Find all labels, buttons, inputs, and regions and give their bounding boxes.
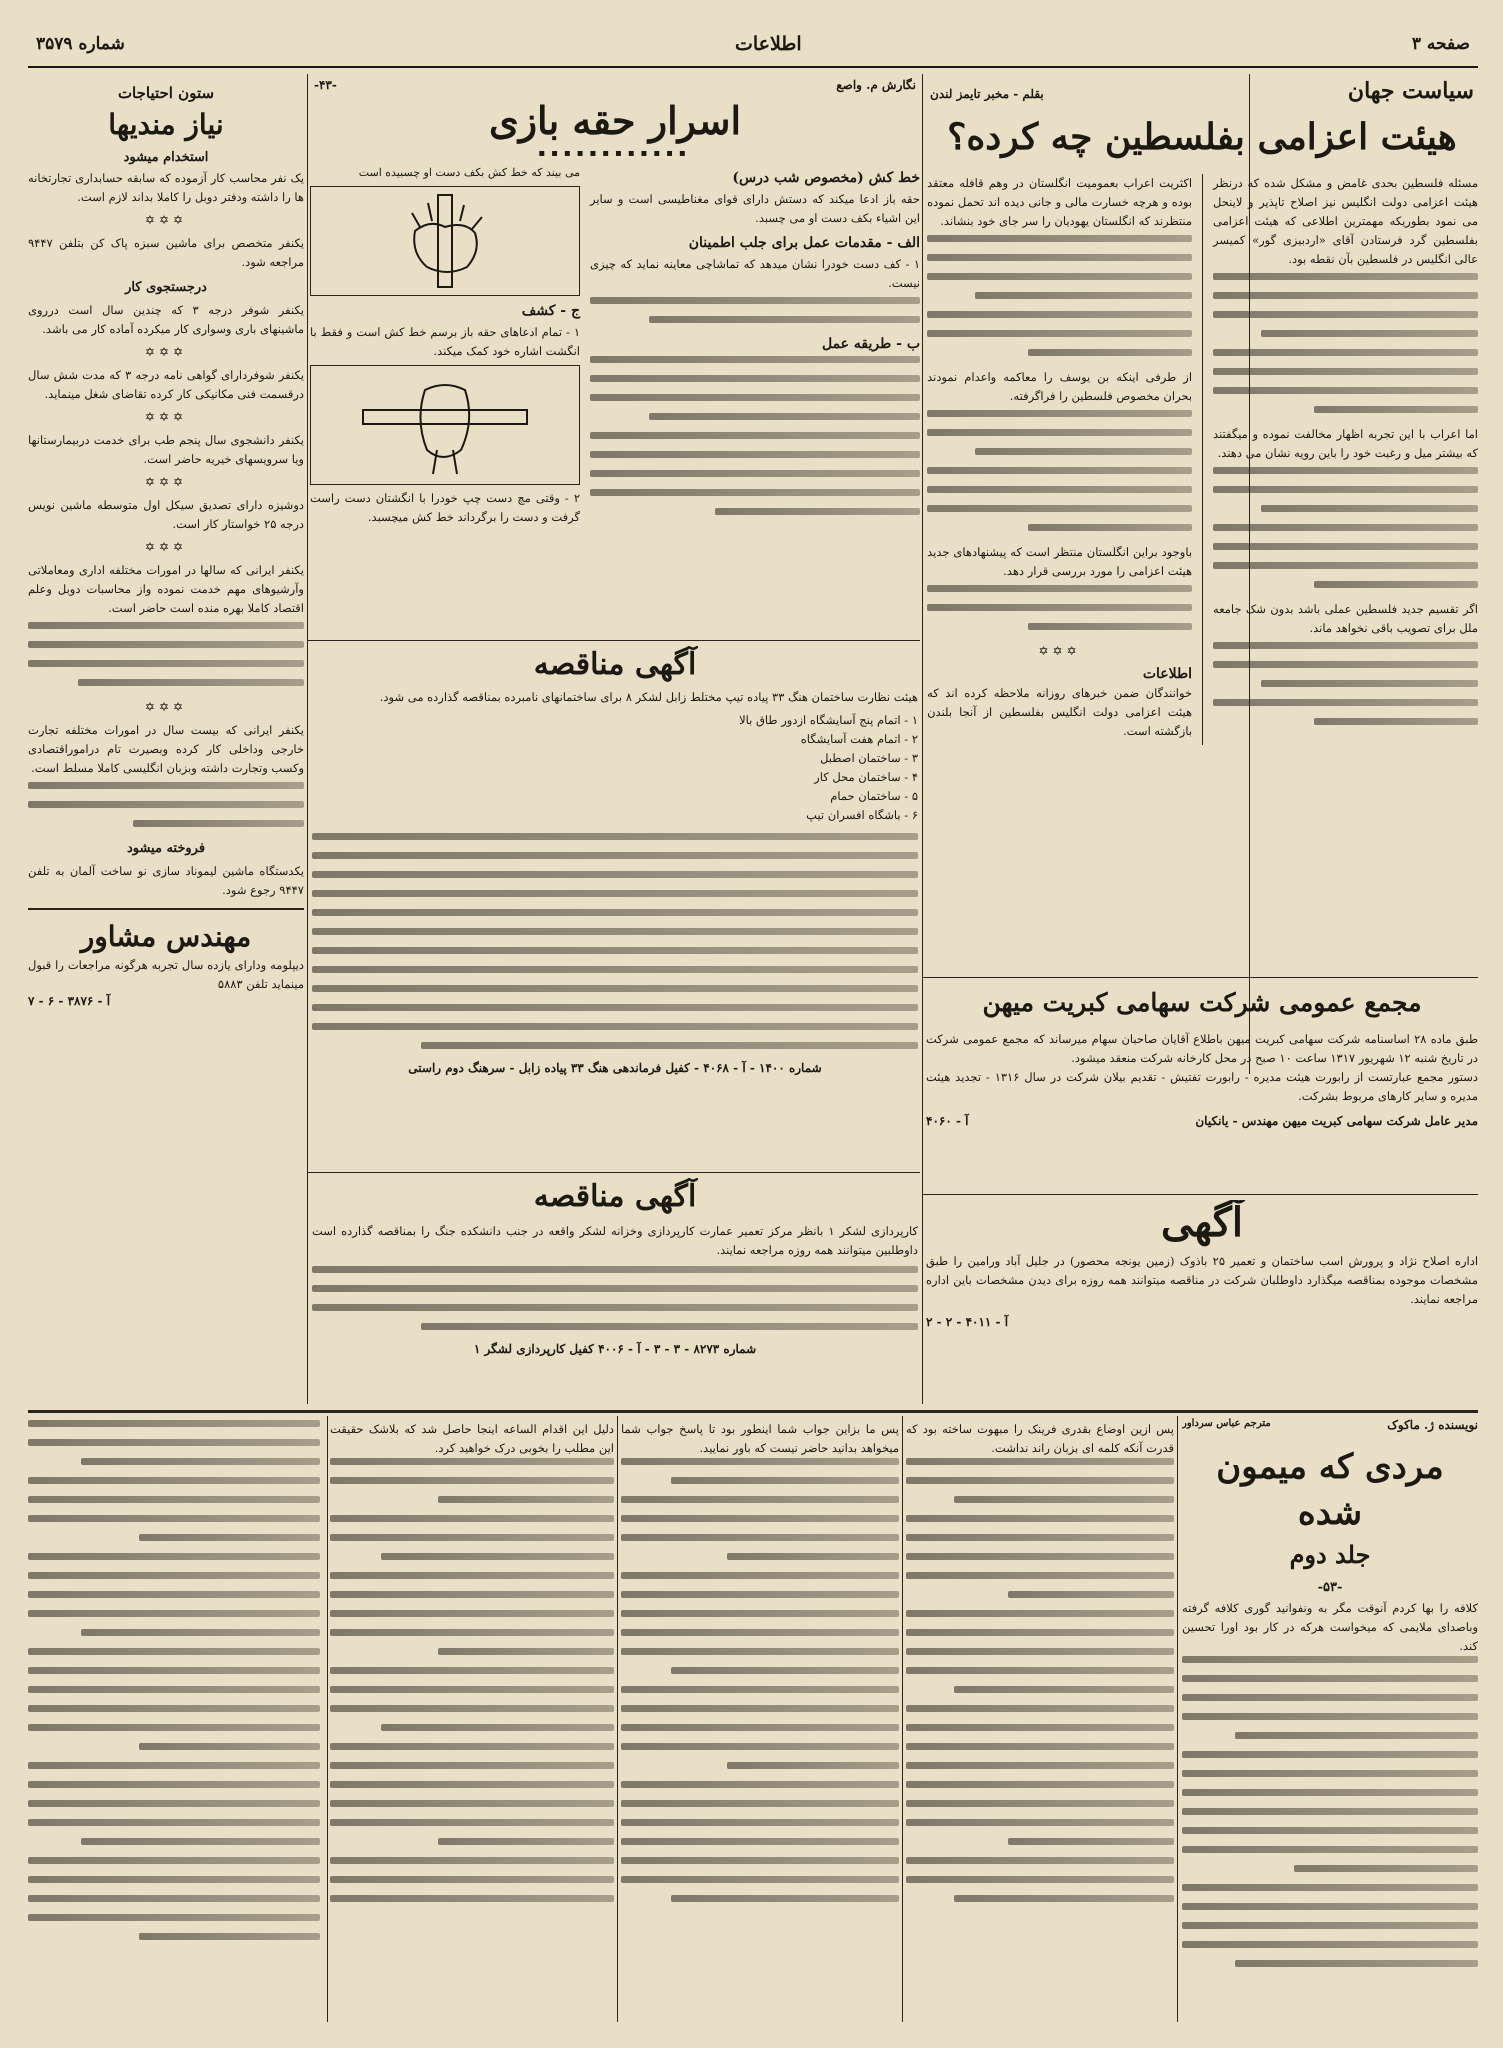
- ringgame-byline: نگارش م. واصع: [836, 78, 916, 92]
- newspaper-page: [28, 22, 1478, 2026]
- tender-notice-2: [312, 1178, 918, 1400]
- politics-headline: هیئت اعزامی بفلسطین چه کرده؟: [947, 116, 1457, 158]
- paragraph: اگر تقسیم جدید فلسطین عملی باشد بدون شک جامعه ملل برای تصویب باقی نخواهد ماند.: [1213, 602, 1478, 635]
- ads-block: [28, 169, 304, 900]
- serial-header: [1182, 1418, 1478, 2022]
- serial-translator: مترجم عباس سرداور: [1182, 1418, 1271, 1429]
- text-block: [1213, 642, 1478, 725]
- paragraph: حقه باز ادعا میکند که دستش دارای قوای مغناطیسی است و سایر این اشیاء بکف دست او می چسبد.: [590, 192, 920, 225]
- tender1-title: آگهی مناقصه: [533, 647, 697, 682]
- ringgame-col-left: [310, 163, 580, 531]
- text-block: [1213, 273, 1478, 413]
- classified-column: [28, 78, 304, 1403]
- text-block: [621, 1458, 899, 1902]
- paragraph: ۱ - تمام ادعاهای حقه باز برسم خط کش است و فقط با انگشت اشاره خود کمک میکند.: [310, 325, 580, 358]
- hand-ruler-figure-1: [310, 186, 580, 296]
- tender-item: ۲ - اتمام هفت آسایشگاه: [800, 732, 918, 746]
- tender-item: ۴ - ساختمان محل کار: [814, 770, 918, 784]
- tender-item: ۶ - باشگاه افسران تیپ: [806, 808, 918, 822]
- meeting-notice: [926, 984, 1478, 1189]
- figure-caption: می بیند که خط کش بکف دست او چسبیده است: [358, 166, 580, 179]
- text-block: [927, 235, 1192, 356]
- part-a-heading: الف - مقدمات عمل برای جلب اطمینان: [688, 235, 920, 251]
- text-block: [927, 410, 1192, 531]
- tender2-body: کارپردازی لشکر ۱ بانظر مرکز تعمیر عمارت کارپردازی وخزانه لشکر واقعه در جنب دانشکده جنگ را بمناقصه گذارده است داوطلبین میتوانند همه روزه مراجعه نمایند.: [312, 1224, 918, 1257]
- text-block: [330, 1458, 614, 1902]
- serial-title: مردی که میمون شده: [1216, 1447, 1444, 1533]
- engineer-title: مهندس مشاور: [80, 920, 252, 953]
- horse-notice: [926, 1200, 1478, 1400]
- ringgame-col-right: [590, 163, 920, 531]
- classified-ad: یکنفر دانشجوی سال پنجم طب برای خدمت دربیمارستانها ویا سرویسهای خیریه حاضر است.: [28, 433, 304, 466]
- serial-number: -۵۳-: [1317, 1580, 1343, 1595]
- classified-ad: یکنفر ایرانی که سالها در امورات مختلفه اداری ومعاملاتی وآرشیوهای مهم خدمت نموده واز محاسبات دوبل وعلم اقتصاد کاملا بهره منده است حاضر است.: [28, 563, 304, 615]
- divider-stars: ✡✡✡: [144, 540, 188, 554]
- classified-ad: دوشیزه دارای تصدیق سیکل اول متوسطه ماشین نویس درجه ۲۵ خواستار کار است.: [28, 498, 304, 531]
- serial-col-2: [906, 1420, 1174, 2020]
- ringgame-number: -۴۳-: [314, 78, 337, 92]
- text-block: [1182, 1656, 1478, 1967]
- masthead: [28, 22, 1478, 68]
- classified-ad: یکنفر شوفردارای گواهی نامه درجه ۳ که مدت شش سال درقسمت فنی مکانیکی کار کرده تقاضای شغل مینماید.: [28, 368, 304, 401]
- divider-stars: ✡✡✡: [144, 475, 188, 489]
- paragraph: از طرفی اینکه بن یوسف را معاکمه واعدام نمودند بحران مخصوص فلسطین را فراگرفته.: [927, 370, 1193, 403]
- paragraph: باوجود براین انگلستان منتظر است که پیشنهادهای جدید هیئت اعزامی را مورد بررسی قرار دهد.: [927, 545, 1193, 578]
- divider-stars: ✡✡✡: [1038, 644, 1081, 658]
- title-ornament: ▪▪▪▪▪▪▪▪▪▪▪▪: [538, 148, 692, 159]
- editor-note: [927, 665, 1192, 741]
- paragraph: اما اعراب با این تجربه اظهار مخالفت نموده و میگفتند که بیشتر میل و رغبت خود را باین رویه نشان می دهند.: [1213, 427, 1478, 460]
- classified-title: نیاز مندیها: [108, 108, 224, 141]
- tender-item: ۵ - ساختمان حمام: [830, 789, 918, 803]
- section-title: سیاست جهان: [1347, 78, 1474, 104]
- serial-col-4: [330, 1420, 614, 2020]
- serial-paragraph: دلیل این اقدام الساعه اینجا حاصل شد که بلاشک حقیقت این مطلب را بخوبی درک خواهید کرد.: [330, 1422, 614, 1455]
- seek-subhead: درجستجوی کار: [125, 280, 207, 295]
- text-block: [906, 1458, 1174, 1902]
- divider-stars: ✡✡✡: [144, 700, 188, 714]
- ringgame-headline: اسرار حقه بازی: [488, 98, 742, 143]
- classified-ad: یک نفر محاسب کار آزموده که سابقه حسابداری تجارتخانه ها را داشته ودفتر دوبل را کاملا بداند لازم است.: [28, 171, 304, 204]
- part-b-heading: ب - طریقه عمل: [821, 336, 920, 352]
- tender1-footer: شماره ۱۴۰۰ - آ - ۴۰۶۸ - کفیل فرماندهی هنگ ۳۳ پیاده زابل - سرهنگ دوم راستی: [408, 1061, 822, 1075]
- serial-volume: جلد دوم: [1289, 1540, 1371, 1569]
- divider-stars: ✡✡✡: [144, 410, 188, 424]
- text-block: [28, 1420, 320, 1940]
- text-block: [312, 833, 918, 1049]
- text-block: [927, 585, 1192, 630]
- issue-label: شماره ۳۵۷۹: [36, 34, 125, 54]
- text-block: [590, 356, 920, 515]
- serial-col-3: [621, 1420, 899, 2020]
- classified-head: ستون احتیاجات: [117, 84, 215, 102]
- divider-stars: ✡✡✡: [144, 213, 188, 227]
- text-block: [28, 622, 304, 686]
- classified-ad: یکدستگاه ماشین لیموناد سازی نو ساخت آلمان به تلفن ۹۴۴۷ رجوع شود.: [28, 864, 304, 897]
- paragraph: مسئله فلسطین بحدی غامض و مشکل شده که درنظر هیئت اعزامی دولت انگلیس نیز اصلاح تاپذیر و لاینحل می نمود بطوریکه مهمترین اطلاعی که هیئت اعزامی بفلسطین گرد فرستادن آقای «اردبیزی گور» کمیسر عالی انگلیس در فلسطین بآن نقطه بود.: [1213, 176, 1478, 266]
- text-block: [28, 782, 304, 827]
- note-label: اطلاعات: [1142, 666, 1193, 682]
- serial-paragraph: پس ما بزاین جواب شما اینطور بود تا پاسخ جواب شما میخواهد بدانید حاضر نیست که باور نمایید.: [621, 1422, 899, 1455]
- politics-col-right: [1213, 174, 1478, 745]
- text-block: [312, 1266, 918, 1330]
- classified-ad: یکنفر ایرانی که بیست سال در امورات مختلفه تجارت خارجی وداخلی کار کرده وبصیرت تام دراموراقتصادی وکسب وتجارت داشته وبزبان انگلیسی کاملا مسلط است.: [28, 723, 304, 775]
- tender-notice-1: [312, 646, 918, 1166]
- lesson-title: خط کش (مخصوص شب درس): [732, 170, 920, 186]
- classified-ad: یکنفر شوفر درجه ۳ که چندین سال است درروی ماشینهای باری وسواری کار میکرده آماده کار می باشد.: [28, 303, 304, 336]
- notice-ref: آ - ۴۰۱۱ - ۲ - ۲: [926, 1315, 1009, 1329]
- tender-item: ۱ - اتمام پنج آسایشگاه ازدور طاق بالا: [739, 713, 918, 727]
- hire-subhead: استخدام میشود: [123, 150, 209, 165]
- classified-ad: یکنفر متخصص برای ماشین سبزه پاک کن بتلفن ۹۴۴۷ مراجعه شود.: [28, 236, 304, 269]
- politics-col-left: [927, 174, 1192, 745]
- tender1-items: [312, 711, 918, 825]
- engineer-ref: آ - ۳۸۷۶ - ۶ - ۷: [28, 994, 111, 1008]
- text-block: [590, 297, 920, 323]
- paragraph: اکثریت اعراب بعمومیت انگلستان در وهم قافله معتقد بوده و هرچه خسارت مالی و جانی دیده اند تحمل نموده منتظرند که انگلستان یهودیان را سر جای خود بنشاند.: [927, 176, 1193, 228]
- tender2-footer: شماره ۸۲۷۳ - ۳ - ۳ - آ - ۴۰۰۶ کفیل کارپردازی لشگر ۱: [473, 1342, 757, 1356]
- serial-col-5: [28, 1420, 320, 2020]
- text-block: [1213, 467, 1478, 588]
- meeting-body: طبق ماده ۲۸ اساسنامه شرکت سهامی کبریت میهن باطلاع آقایان صاحبان سهام میرساند که مجمع عمومی شرکت در تاریخ شنبه ۱۲ شهریور ۱۳۱۷ ساعت ۱۰ صبح در محل کارخانه شرکت منعقد میشود.: [926, 1032, 1478, 1065]
- tender-item: ۳ - ساختمان اصطبل: [820, 751, 918, 765]
- part-c-heading: ج - کشف: [521, 303, 580, 319]
- paragraph: ۲ - وقتی مچ دست چپ خودرا با انگشتان دست راست گرفت و دست را برگرداند خط کش میچسبد.: [310, 491, 580, 524]
- tender2-title: آگهی مناقصه: [533, 1179, 697, 1214]
- sale-subhead: فروخته میشود: [126, 841, 206, 856]
- paragraph: ۱ - کف دست خودرا نشان میدهد که تماشاچی معاینه نماید که چیزی نیست.: [590, 257, 920, 290]
- meeting-agenda: دستور مجمع عبارتست از رابورت هیئت مدیره - رابورت تفتیش - تقدیم بیلان شرکت در سال ۱۳۱۶ - تجدید هیئت مدیره و سایر کارهای مربوط بشرکت.: [926, 1070, 1478, 1103]
- note-text: خوانندگان ضمن خبرهای روزانه ملاحظه کرده اند که هیئت اعزامی دولت انگلیس بفلسطین از آنجا بلندن بازگشته است.: [927, 686, 1193, 738]
- page-label: صفحه ۳: [1411, 34, 1470, 54]
- meeting-signature: مدیر عامل شرکت سهامی کبریت میهن مهندس - یانکیان: [1195, 1114, 1478, 1128]
- ring-game-article: [310, 78, 920, 638]
- hand-ruler-figure-2: [310, 365, 580, 485]
- paper-name: اطلاعات: [734, 33, 802, 55]
- politics-article: [926, 78, 1478, 978]
- politics-byline: بقلم - مخبر تایمز لندن: [930, 87, 1044, 101]
- meeting-title: مجمع عمومی شرکت سهامی کبریت میهن: [982, 988, 1422, 1017]
- serial-paragraph: کلافه را بها کردم آنوقت مگر به ونفوانید گوری کلافه گرفته وباصدای ملایمی که میخواست هرکه در کار بود اورا تحسین کند.: [1182, 1601, 1478, 1653]
- serial-byline: نویسنده ژ. ماکوک: [1387, 1418, 1478, 1432]
- engineer-text: دیپلومه ودارای یازده سال تجربه هرگونه مراجعات را قبول مینماید تلفن ۵۸۸۳: [28, 958, 304, 991]
- tender1-intro: هیئت نظارت ساختمان هنگ ۳۳ پیاده تیپ مختلط زابل لشکر ۸ برای ساختمانهای نامبرده بمناقصه گذارده می شود.: [379, 690, 918, 704]
- notice-body: اداره اصلاح نژاد و پرورش اسب ساختمان و تعمیر ۲۵ باذوک (زمین یونجه محصور) در جلیل آباد ورامین را طبق مشخصات موجوده بمناقصه میگذارد داوطلبان شرکت در مناقصه میتوانند همه روزه برای دیدن مشخصات باین اداره مراجعه نمایند.: [926, 1254, 1478, 1306]
- divider-stars: ✡✡✡: [144, 345, 188, 359]
- serial-paragraph: پس ازین اوضاع بقدری فرینک را مبهوت ساخته بود که قدرت آنکه کلمه ای بزبان راند نداشت.: [906, 1422, 1174, 1455]
- meeting-ref: آ - ۴۰۶۰: [926, 1114, 969, 1128]
- notice-title: آگهی: [1161, 1200, 1243, 1246]
